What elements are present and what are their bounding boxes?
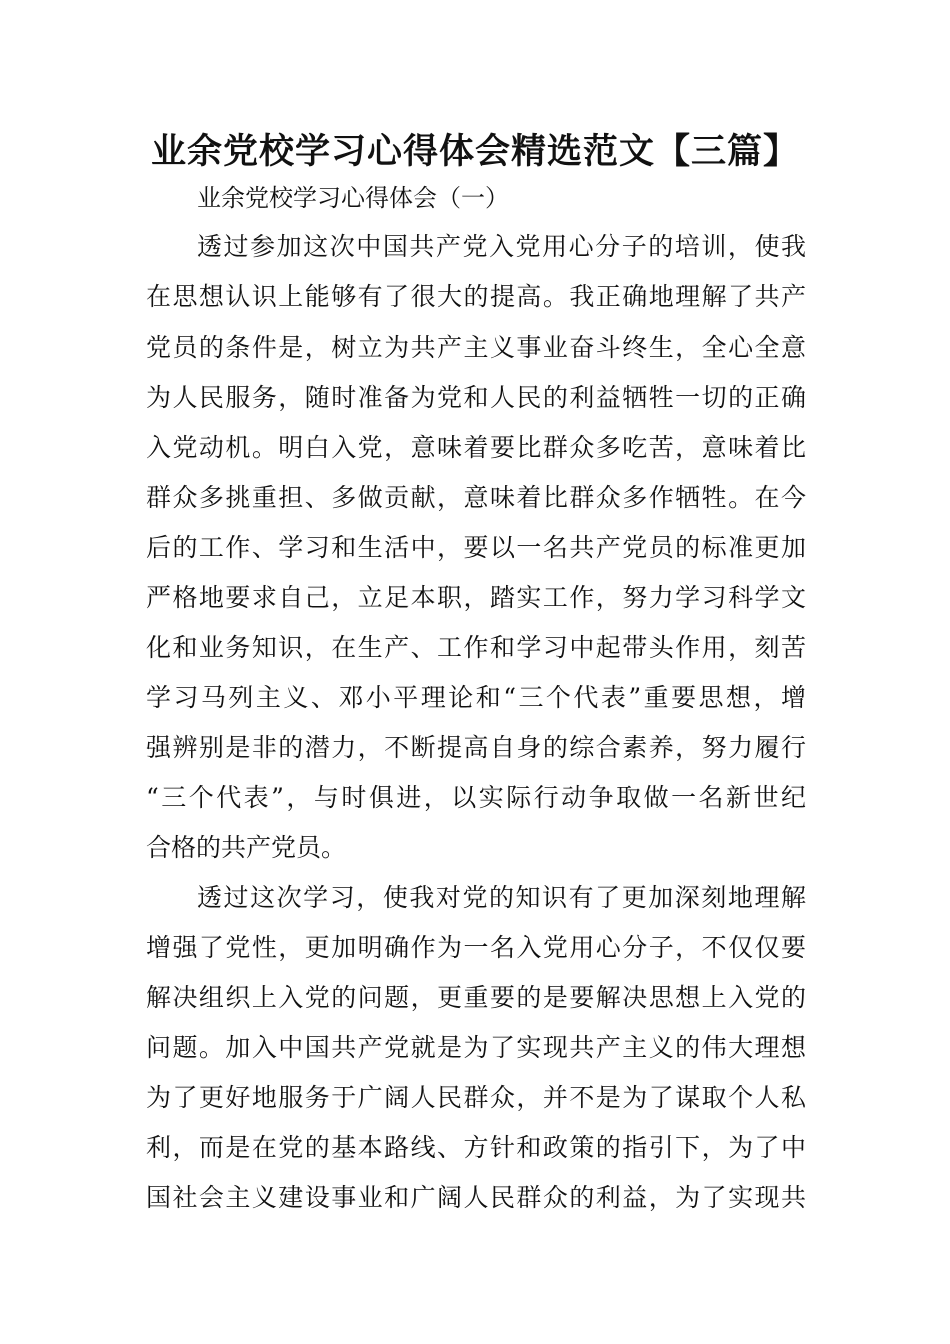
- section-heading: 业余党校学习心得体会（一）: [197, 184, 509, 212]
- paragraph-line: 透过参加这次中国共产党入党用心分子的培训，使我: [197, 232, 806, 261]
- paragraph-line: 透过这次学习，使我对党的知识有了更加深刻地理解: [197, 883, 806, 912]
- paragraph-line: 合格的共产党员。: [146, 833, 347, 862]
- document-title: 业余党校学习心得体会精选范文【三篇】: [150, 131, 799, 172]
- paragraph-line: 化和业务知识，在生产、工作和学习中起带头作用，刻苦: [146, 633, 806, 662]
- paragraph-line: 学习马列主义、邓小平理论和“三个代表”重要思想，增: [146, 683, 806, 712]
- paragraph-line: 为人民服务，随时准备为党和人民的利益牺牲一切的正确: [146, 383, 806, 412]
- paragraph-line: 后的工作、学习和生活中，要以一名共产党员的标准更加: [146, 533, 806, 562]
- paragraph-line: 利，而是在党的基本路线、方针和政策的指引下，为了中: [146, 1133, 806, 1162]
- paragraph-line: 强辨别是非的潜力，不断提高自身的综合素养，努力履行: [146, 733, 806, 762]
- paragraph-line: 国社会主义建设事业和广阔人民群众的利益，为了实现共: [146, 1183, 806, 1212]
- paragraph-line: 党员的条件是，树立为共产主义事业奋斗终生，全心全意: [146, 333, 806, 362]
- paragraph-line: “三个代表”，与时俱进，以实际行动争取做一名新世纪: [146, 783, 806, 812]
- paragraph-line: 在思想认识上能够有了很大的提高。我正确地理解了共产: [146, 282, 806, 311]
- paragraph-line: 群众多挑重担、多做贡献，意味着比群众多作牺牲。在今: [146, 483, 806, 512]
- paragraph-line: 入党动机。明白入党，意味着要比群众多吃苦，意味着比: [146, 433, 806, 462]
- paragraph-line: 问题。加入中国共产党就是为了实现共产主义的伟大理想: [146, 1033, 806, 1062]
- paragraph-line: 增强了党性，更加明确作为一名入党用心分子，不仅仅要: [146, 933, 806, 962]
- paragraph-line: 严格地要求自己，立足本职，踏实工作，努力学习科学文: [146, 583, 806, 612]
- paragraph-line: 为了更好地服务于广阔人民群众，并不是为了谋取个人私: [146, 1083, 806, 1112]
- paragraph-line: 解决组织上入党的问题，更重要的是要解决思想上入党的: [146, 983, 806, 1012]
